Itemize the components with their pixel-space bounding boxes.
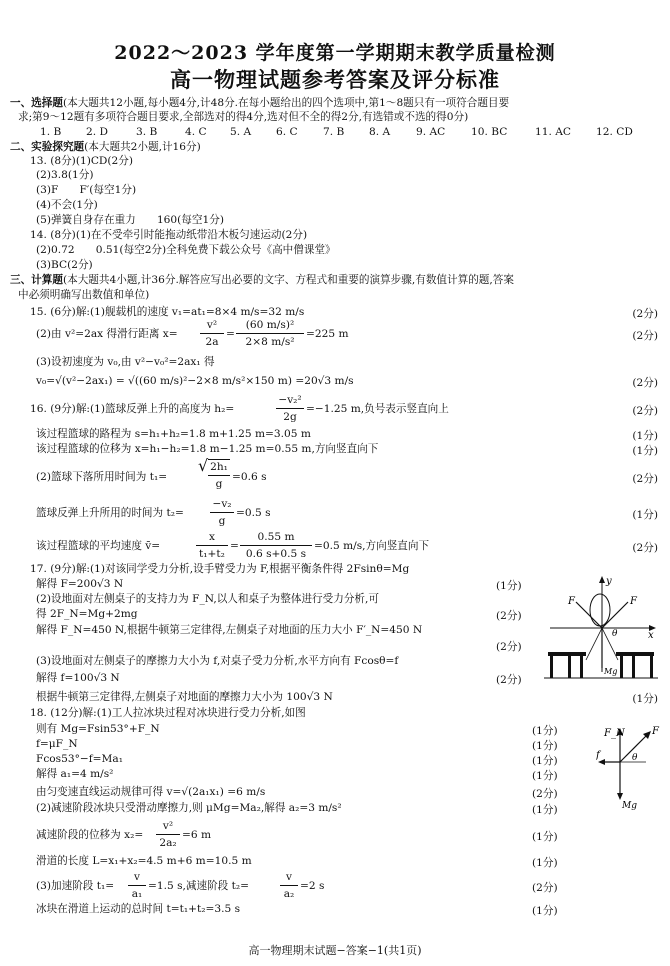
answer-item: 3. B [136,126,158,138]
answer-item: 9. AC [416,126,446,138]
q17-line6: (3)设地面对左侧桌子的摩擦力大小为 f,对桌子受力分析,水平方向有 Fcosθ=f [36,655,399,667]
q18-line2: 则有 Mg=Fsin53°+F_N [36,723,160,735]
q15-l2-text: (2)由 v²=2ax 得滑行距离 x= [36,328,178,340]
frac-bar [196,545,228,546]
frac-den: 2g [283,411,297,423]
q14-line3: (3)BC(2分) [36,259,93,271]
frac-num: v [286,871,292,883]
score: (1分) [632,693,658,705]
sqrt-sign: √ [198,456,209,475]
q16-eq: = [230,540,239,552]
q17-line8: 根据牛顿第三定律得,左侧桌子对地面的摩擦力大小为 100√3 N [36,691,333,703]
table-leg [550,656,553,678]
table-leg [620,656,623,678]
frac-bar [208,475,230,476]
q16-l1-result: =−1.25 m,负号表示竖直向上 [306,403,449,415]
frac-num: x [209,531,215,543]
label-theta: θ [632,753,638,763]
score: (2分) [632,542,658,554]
q18-line10: (3)加速阶段 t₁= [36,880,115,892]
q15-eq: = [226,328,235,340]
section-3-desc: (本大题共4小题,计36分.解答应写出必要的文字、方程式和重要的演算步骤,有数值计算的题,答案 [62,274,514,286]
q17-line3: (2)设地面对左侧桌子的支持力为 F_N,以人和桌子为整体进行受力分析,可 [36,593,379,605]
section-3-head: 三、计算题 [10,274,63,286]
q18-l8-result: =6 m [182,829,212,841]
q18-line5: 解得 a₁=4 m/s² [36,768,114,780]
frac-bar [280,885,298,886]
q17-line2: 解得 F=200√3 N [36,578,124,590]
answer-item: 12. CD [596,126,633,138]
answer-item: 1. B [40,126,62,138]
frac-bar [200,333,224,334]
arm-left [586,628,602,660]
section-2-line [10,141,201,154]
label-F-right: F [630,596,637,607]
score: (1分) [532,725,558,737]
score: (2分) [532,882,558,894]
force-left [576,602,602,628]
frac-bar [276,408,304,409]
score: (1分) [532,905,558,917]
q16-line4: (2)篮球下落所用时间为 t₁= [36,471,168,483]
answer-item: 11. AC [535,126,571,138]
q16-line2: 该过程篮球的路程为 s=h₁+h₂=1.8 m+1.25 m=3.05 m [36,428,311,440]
score: (1分) [532,770,558,782]
frac-bar [156,834,180,835]
q16-line3: 该过程篮球的位移为 x=h₁−h₂=1.8 m−1.25 m=0.55 m,方向竖直向下 [36,443,379,455]
q13-line4: (4)不会(1分) [36,199,98,211]
score: (2分) [496,610,522,622]
score: (1分) [532,755,558,767]
q17-force-diagram [540,572,662,684]
q18-line9: 滑道的长度 L=x₁+x₂=4.5 m+6 m=10.5 m [36,855,252,867]
frac-num: v [134,871,140,883]
sqrt-bar [208,459,230,460]
q16-l4-result: =0.6 s [232,471,267,483]
answer-item: 4. C [185,126,207,138]
frac-num: (60 m/s)² [245,319,295,331]
frac-num: −v₂ [212,498,232,510]
person-body [590,594,610,626]
left-table-top [548,652,586,656]
frac-den: g [215,478,223,490]
frac-num: 2h₁ [210,461,228,473]
q16-line1: 16. (9分)解:(1)篮球反弹上升的高度为 h₂= [30,403,235,415]
frac-den: a₁ [131,888,143,900]
frac-num: 0.55 m [257,531,295,543]
y-arrow-head [599,576,605,583]
label-Mg: Mg [622,801,637,810]
score: (1分) [532,740,558,752]
q16-l6-result: =0.5 m/s,方向竖直向下 [314,540,430,552]
q16-l5-result: =0.5 s [236,507,271,519]
score: (1分) [532,857,558,869]
score: (2分) [632,405,658,417]
q13-line2: (2)3.8(1分) [36,169,94,181]
answer-item: 7. B [323,126,345,138]
table-leg [580,656,583,678]
score: (1分) [532,831,558,843]
label-Mg: Mg [604,667,618,676]
label-FN: F_N [604,728,625,739]
table-leg [650,656,653,678]
q15-line2 [36,328,178,341]
q15-line1: 15. (6分)解:(1)舰载机的速度 v₁=at₁=8×4 m/s=32 m/s [30,306,305,318]
q14-line2: (2)0.72 0.51(每空2分)全科免费下载公众号《高中僧课堂》 [36,244,336,256]
frac-den: g [218,515,226,527]
frac-bar [210,512,234,513]
label-x: x [648,630,654,641]
q17-line5: 解得 F_N=450 N,根据牛顿第三定律得,左侧桌子对地面的压力大小 F′_N=450 N [36,624,423,636]
score: (1分) [632,509,658,521]
score: (1分) [496,580,522,592]
page-footer: 高一物理期末试题−答案−1(共1页) [248,944,422,957]
score: (2分) [632,377,658,389]
label-theta: θ [612,629,618,639]
q18-line6: 由匀变速直线运动规律可得 v=√(2a₁x₁) =6 m/s [36,786,266,798]
frac-bar [240,545,312,546]
q18-line4: Fcos53°−f=Ma₁ [36,753,123,765]
page-title: 高一物理试题参考答案及评分标准 [170,68,500,92]
section-1-line1 [10,97,509,110]
q13-line1: 13. (8分)(1)CD(2分) [30,155,134,167]
section-1-line2: 求;第9～12题有多项符合题目要求,全部选对的得4分,选对但不全的得2分,有选错或不选的得0分) [18,111,469,123]
q15-line4: v₀=√(v²−2ax₁) = √((60 m/s)²−2×8 m/s²×150 m) =20√3 m/s [36,375,354,387]
q18-line1: 18. (12分)解:(1)工人拉冰块过程对冰块进行受力分析,如图 [30,707,306,719]
frac-num: −v₂² [278,394,302,406]
frac-den: t₁+t₂ [199,548,225,560]
score: (2分) [632,473,658,485]
score: (1分) [632,430,658,442]
q18-line3: f=μF_N [36,738,78,750]
section-1-head: 一、选择题 [10,97,63,109]
score: (1分) [632,445,658,457]
score: (2分) [496,674,522,686]
label-F-left: F [568,596,575,607]
score: (2分) [632,308,658,320]
force-right [602,602,628,628]
q18-line8: 减速阶段的位移为 x₂= [36,829,144,841]
q18-force-diagram [596,722,662,810]
title-year: 2022～2023 学年度第一学期期末教学质量检测 [114,42,556,64]
frac-bar [128,885,146,886]
score: (1分) [532,804,558,816]
score: (2分) [532,788,558,800]
q16-line5: 篮球反弹上升所用的时间为 t₂= [36,507,184,519]
label-f: f [596,750,600,761]
section-3-line2: 中必须明确写出数值和单位) [18,289,150,301]
q18-l10-mid: =1.5 s,减速阶段 t₂= [148,880,250,892]
frac-num: v² [162,820,174,832]
frac-den: 0.6 s+0.5 s [245,548,307,560]
frac-den: 2a [205,336,219,348]
frac-den: a₂ [283,888,295,900]
answer-item: 6. C [276,126,298,138]
table-leg [568,656,571,678]
gravity-arrow-head [617,793,623,800]
label-F: F [652,726,659,737]
frac-bar [236,333,304,334]
table-leg [632,656,635,678]
answer-item: 2. D [86,126,108,138]
q14-line1: 14. (8分)(1)在不受牵引时能拖动纸带沿木板匀速运动(2分) [30,229,308,241]
section-2-head: 二、实验探究题 [10,141,85,153]
q15-result: =225 m [306,328,349,340]
section-2-desc: (本大题共2小题,计16分) [84,141,201,153]
answer-item: 5. A [230,126,252,138]
q17-line1: 17. (9分)解:(1)对该同学受力分析,设手臂受力为 F,根据平衡条件得 2Fsinθ=Mg [30,563,410,575]
q17-line7: 解得 f=100√3 N [36,672,120,684]
frac-den: 2a₂ [159,837,177,849]
section-3-line1 [10,274,514,287]
q18-line11: 冰块在滑道上运动的总时间 t=t₁+t₂=3.5 s [36,903,241,915]
answer-item: 10. BC [471,126,508,138]
score: (2分) [632,330,658,342]
q16-line6: 该过程篮球的平均速度 v̄= [36,540,161,552]
right-table-top [616,652,654,656]
q15-line3: (3)设初速度为 v₀,由 v²−v₀²=2ax₁ 得 [36,356,215,368]
q18-line7: (2)减速阶段冰块只受滑动摩擦力,则 μMg=Ma₂,解得 a₂=3 m/s² [36,802,342,814]
q13-line5: (5)弹簧自身存在重力 160(每空1分) [36,214,224,226]
q17-line4: 得 2F_N=Mg+2mg [36,608,138,620]
section-1-desc: (本大题共12小题,每小题4分,计48分.在每小题给出的四个选项中,第1～8题只有一项符合题目要 [62,97,510,109]
label-y: y [606,576,612,587]
frac-num: v² [206,319,218,331]
frac-den: 2×8 m/s² [245,336,295,348]
score: (2分) [496,641,522,653]
q18-l10-result: =2 s [300,880,325,892]
answer-item: 8. A [369,126,391,138]
q13-line3: (3)F F′(每空1分) [36,184,137,196]
